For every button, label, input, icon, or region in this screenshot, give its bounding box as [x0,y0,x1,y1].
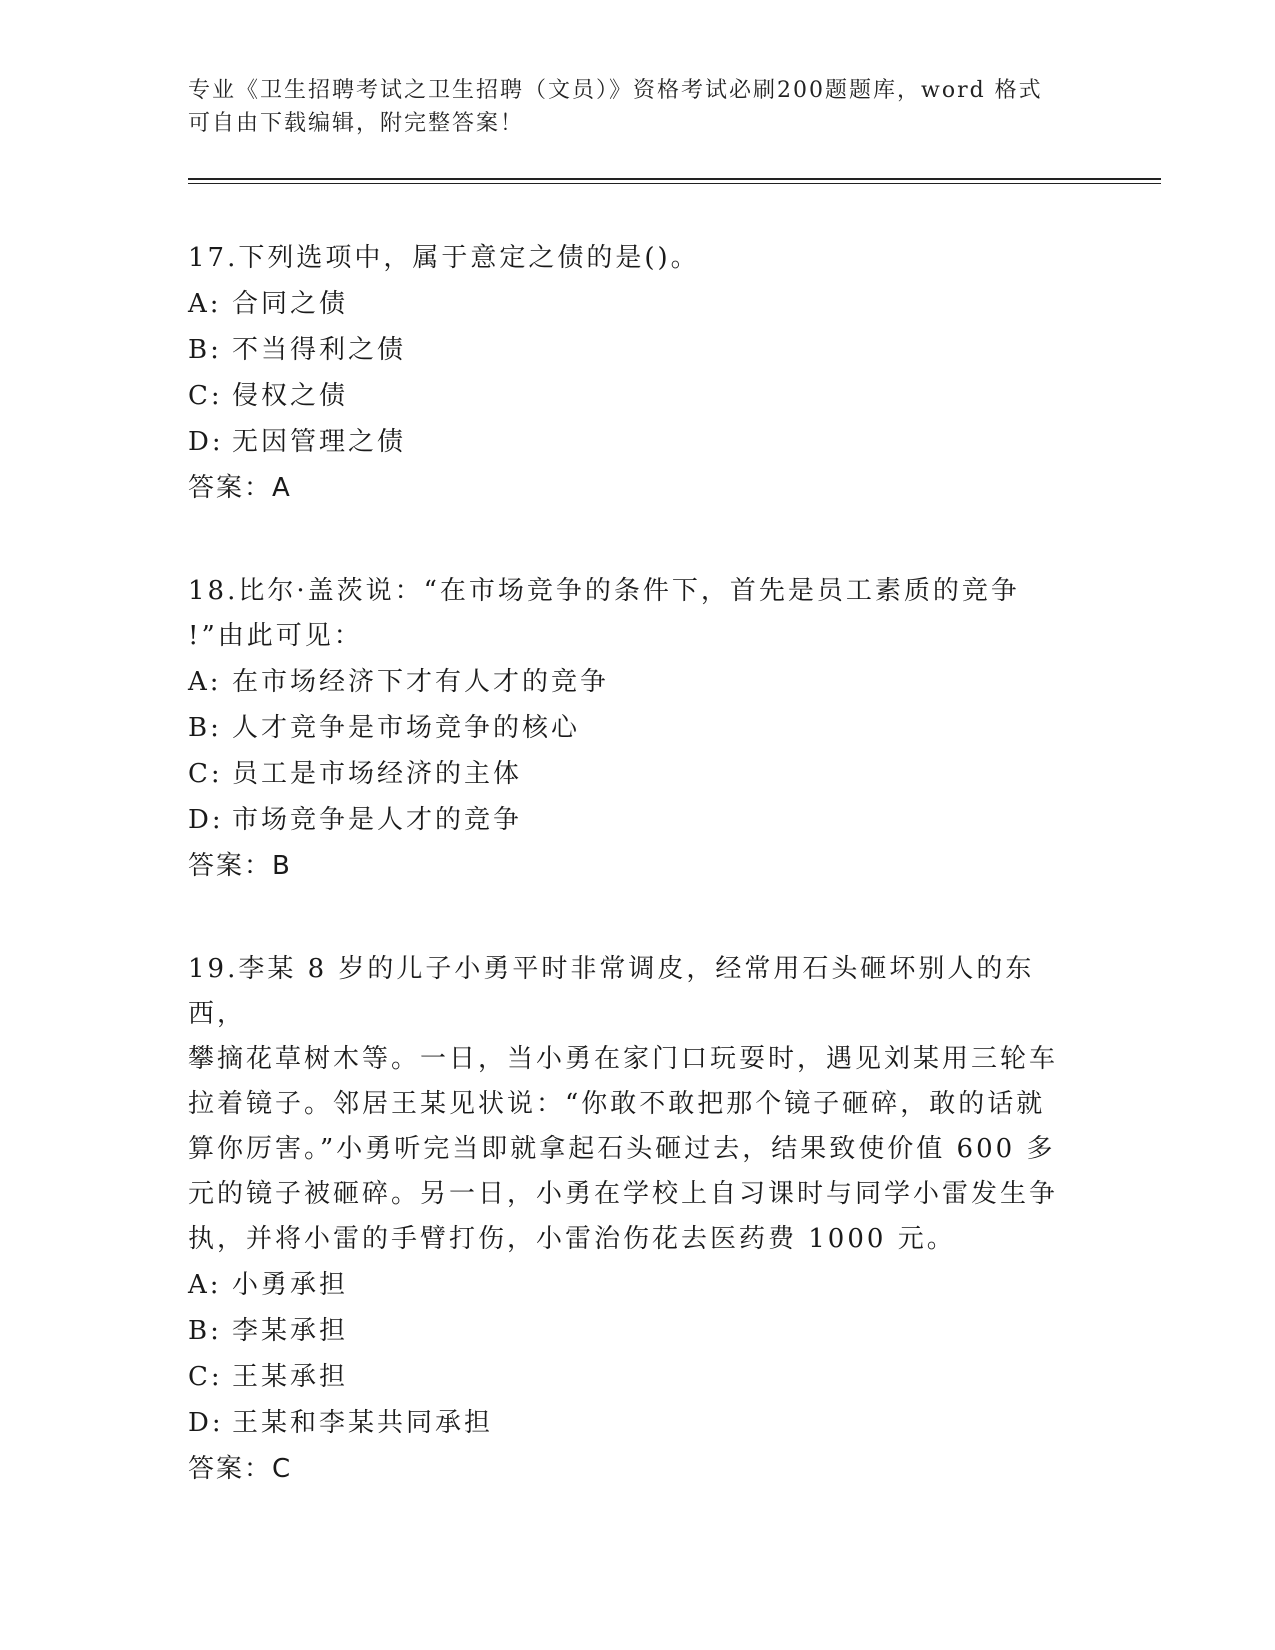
option-letter: A: [188,1270,222,1300]
answer-option [188,1262,1068,1308]
option-text: 员工是市场经济的主体 [232,759,523,789]
question-stem-line: 算你厉害。”小勇听完当即就拿起石头砸过去，结果致使价值 600 多 [188,1134,1056,1164]
question-block [188,236,1068,511]
question-stem-line: 18.比尔·盖茨说：“在市场竞争的条件下，首先是员工素质的竞争 [188,576,1020,606]
answer-option [188,373,1068,419]
answer-option [188,419,1068,465]
answer-option [188,659,1068,705]
answer-key: 答案：B [188,851,292,881]
option-text: 李某承担 [232,1316,349,1346]
answer-option [188,1308,1068,1354]
option-letter: D: [188,805,224,835]
question-stem-line: 元的镜子被砸碎。另一日，小勇在学校上自习课时与同学小雷发生争 [188,1179,1059,1209]
option-letter: A: [188,667,222,697]
option-text: 无因管理之债 [232,427,407,457]
question-block [188,569,1068,889]
answer-option [188,281,1068,327]
question-stem-line: 执，并将小雷的手臂打伤，小雷治伤花去医药费 1000 元。 [188,1224,956,1254]
document-header [188,74,1068,140]
question-stem-line: !”由此可见： [188,621,363,651]
question-stem-line: 17.下列选项中，属于意定之债的是()。 [188,243,700,273]
answer-option [188,751,1068,797]
header-divider-thin [188,183,1161,184]
answer-option [188,1354,1068,1400]
answer-key: 答案：A [188,473,292,503]
question-stem-line: 拉着镜子。邻居王某见状说：“你敢不敢把那个镜子砸碎，敢的话就 [188,1089,1046,1119]
option-letter: B: [188,335,222,365]
option-text: 不当得利之债 [232,335,407,365]
answer-option [188,1400,1068,1446]
question-block [188,947,1068,1492]
option-letter: D: [188,427,224,457]
option-text: 在市场经济下才有人才的竞争 [232,667,610,697]
option-letter: A: [188,289,222,319]
header-line-1: 专业《卫生招聘考试之卫生招聘（文员）》资格考试必刷200题题库，word 格式 [188,78,1043,103]
option-text: 小勇承担 [232,1270,349,1300]
option-letter: B: [188,713,222,743]
option-text: 侵权之债 [232,381,349,411]
question-stem-line: 19.李某 8 岁的儿子小勇平时非常调皮，经常用石头砸坏别人的东西， [188,954,1035,1029]
answer-option [188,327,1068,373]
answer-key: 答案：C [188,1454,293,1484]
answer-option [188,797,1068,843]
option-letter: C: [188,759,223,789]
option-text: 合同之债 [232,289,349,319]
option-letter: D: [188,1408,224,1438]
option-text: 王某和李某共同承担 [232,1408,494,1438]
header-line-2: 可自由下载编辑，附完整答案！ [188,111,525,136]
question-stem-line: 攀摘花草树木等。一日，当小勇在家门口玩耍时，遇见刘某用三轮车 [188,1044,1059,1074]
answer-option [188,705,1068,751]
question-list [188,236,1068,1550]
option-letter: C: [188,381,223,411]
option-letter: C: [188,1362,223,1392]
option-text: 人才竞争是市场竞争的核心 [232,713,581,743]
header-divider-thick [188,178,1161,180]
option-text: 市场竞争是人才的竞争 [232,805,523,835]
option-text: 王某承担 [232,1362,349,1392]
option-letter: B: [188,1316,222,1346]
